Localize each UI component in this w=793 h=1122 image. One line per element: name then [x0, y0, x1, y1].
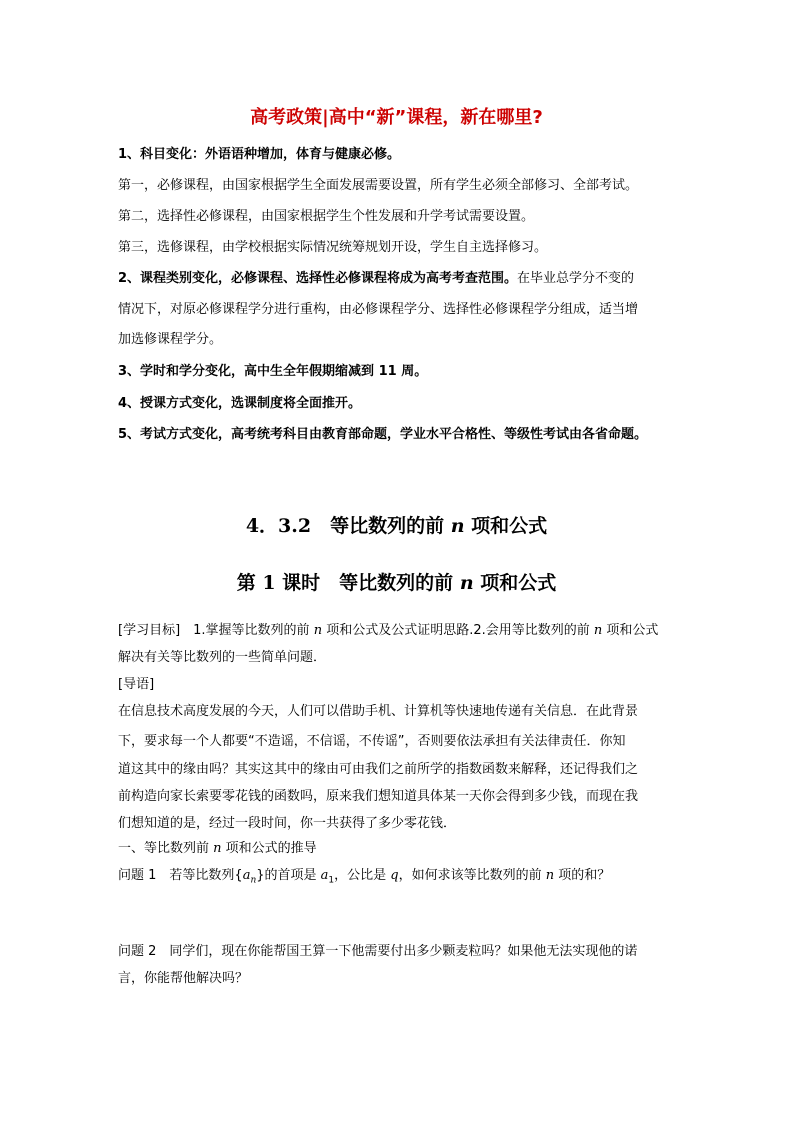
section-title — [0, 511, 793, 541]
intro-label: [导语] — [118, 677, 155, 692]
q1-text: 问题 1 若等比数列{ — [118, 868, 243, 883]
policy-item-2-bold: 2、课程类别变化，必修课程、选择性必修课程将成为高考考查范围。 — [118, 271, 518, 286]
period-title-part: 项和公式 — [473, 572, 557, 594]
policy-item-5: 5、考试方式变化，高考统考科目由教育部命题，学业水平合格性、等级性考试由各省命题。 — [118, 427, 648, 442]
policy-item-4: 4、授课方式变化，选课制度将全面推开。 — [118, 396, 362, 411]
question-2-line2: 言，你能帮他解决吗？ — [118, 971, 249, 986]
policy-item-2-line2: 情况下，对原必修课程学分进行重构，由必修课程学分、选择性必修课程学分组成，适当增 — [118, 302, 639, 317]
learning-goal — [118, 621, 658, 641]
subsection-text: 项和公式的推导 — [221, 841, 317, 856]
q1-variable: n — [545, 868, 555, 883]
q1-text: 项的和？ — [554, 868, 611, 883]
intro-line-4: 前构造向家长索要零花钱的函数吗，原来我们想知道具体某一天你会得到多少钱，而现在我 — [118, 789, 639, 804]
goal-variable: n — [593, 623, 603, 638]
period-title-part: 第 1 课时 等比数列的前 — [236, 572, 460, 594]
q1-text: }的首项是 — [256, 868, 321, 883]
subsection-text: 一、等比数列前 — [118, 841, 214, 856]
intro-line-2: 下，要求每一个人都要“不造谣，不信谣，不传谣”，否则要依法承担有关法律责任．你知 — [118, 734, 626, 749]
section-title-part: 项和公式 — [464, 515, 548, 537]
policy-third: 第三，选修课程，由学校根据实际情况统筹规划开设，学生自主选择修习。 — [118, 240, 548, 255]
intro-line-5: 们想知道的是，经过一段时间，你一共获得了多少零花钱． — [118, 816, 457, 831]
question-2: 问题 2 同学们，现在你能帮国王算一下他需要付出多少颗麦粒吗？如果他无法实现他的诺 — [118, 944, 638, 959]
period-title — [0, 568, 793, 598]
goal-text: [学习目标] 1.掌握等比数列的前 — [118, 623, 314, 638]
q1-variable: q — [390, 868, 399, 883]
q1-variable: a — [242, 868, 251, 883]
q1-variable: a — [320, 868, 329, 883]
policy-item-2 — [118, 269, 634, 289]
section-title-variable: n — [450, 515, 465, 537]
goal-text: 项和公式 — [602, 623, 659, 638]
learning-goal-line2: 解决有关等比数列的一些简单问题． — [118, 650, 327, 665]
intro-line-1: 在信息技术高度发展的今天，人们可以借助手机、计算机等快速地传递有关信息．在此背景 — [118, 704, 639, 719]
policy-first: 第一，必修课程，由国家根据学生全面发展需要设置，所有学生必须全部修习、全部考试。 — [118, 178, 639, 193]
period-title-variable: n — [459, 572, 474, 594]
subsection-variable: n — [213, 841, 222, 856]
question-1 — [118, 866, 610, 891]
goal-text: 项和公式及公式证明思路.2.会用等比数列的前 — [322, 623, 594, 638]
policy-second: 第二，选择性必修课程，由国家根据学生个性发展和升学考试需要设置。 — [118, 209, 535, 224]
subsection-heading — [118, 839, 317, 859]
section-title-part: 4．3.2 等比数列的前 — [245, 515, 451, 537]
policy-title: 高考政策|高中“新”课程，新在哪里? — [250, 107, 543, 128]
policy-item-2-rest: 在毕业总学分不变的 — [517, 271, 635, 286]
goal-variable: n — [313, 623, 323, 638]
policy-item-3: 3、学时和学分变化，高中生全年假期缩减到 11 周。 — [118, 364, 428, 379]
q1-subscript: n — [250, 875, 257, 886]
q1-text: ，公比是 — [334, 868, 391, 883]
intro-line-3: 道这其中的缘由吗？其实这其中的缘由可由我们之前所学的指数函数来解释，还记得我们之 — [118, 762, 639, 777]
q1-text: ，如何求该等比数列的前 — [398, 868, 546, 883]
q1-subscript: 1 — [328, 875, 335, 886]
policy-item-1: 1、科目变化：外语语种增加，体育与健康必修。 — [118, 147, 401, 162]
policy-item-2-line3: 加选修课程学分。 — [118, 332, 223, 347]
